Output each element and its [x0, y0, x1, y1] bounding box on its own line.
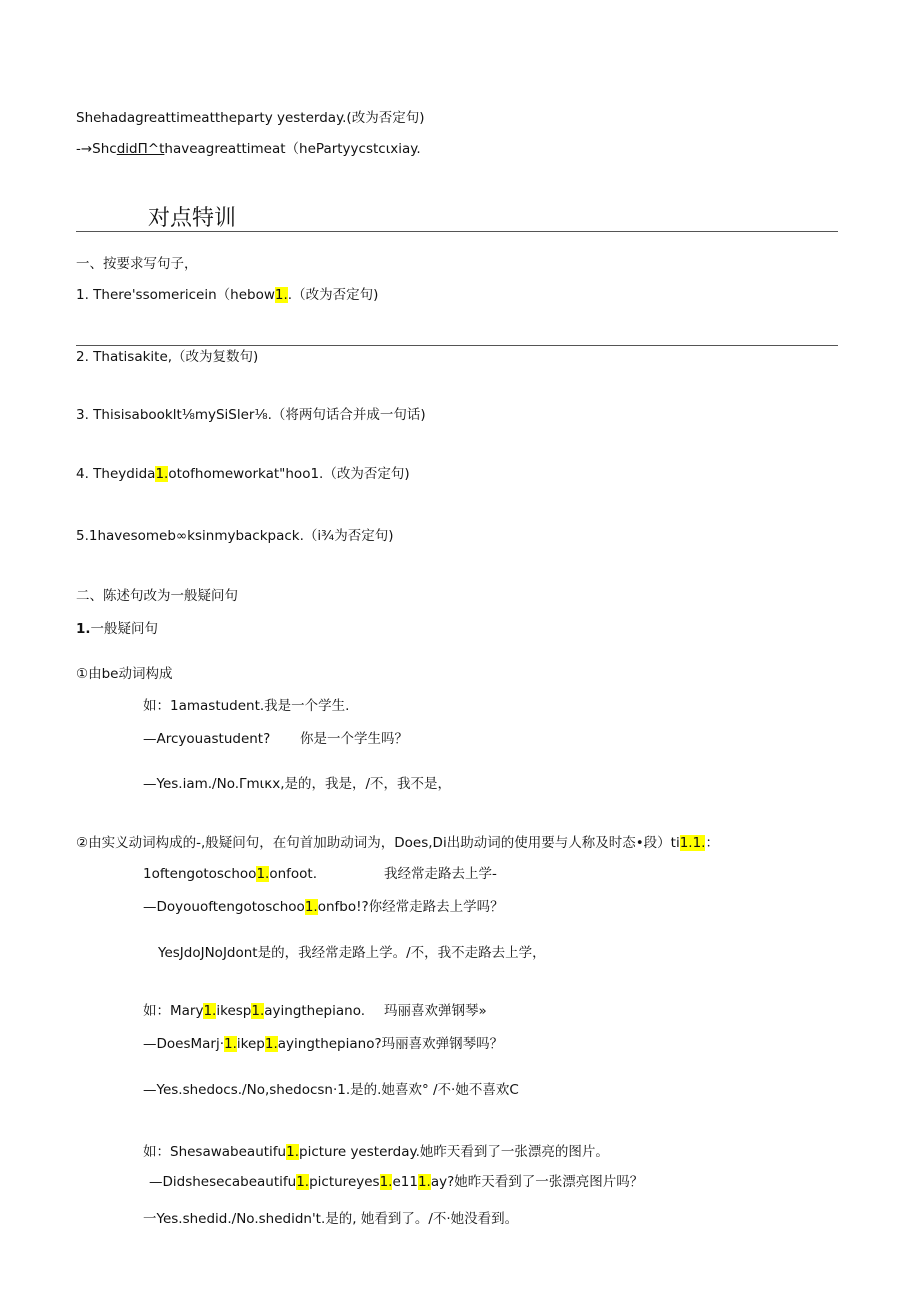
example-4b-text-mid2: e11	[392, 1174, 418, 1190]
example-3c: —Yes.shedocs./No,shedocsn·1.是的.她喜欢° /不·她不喜欢C	[143, 1082, 519, 1098]
example-3a	[143, 1003, 487, 1019]
example-4b-text-end: ay?她昨天看到了一张漂亮图片吗？	[430, 1174, 644, 1190]
intro-answer-rest: haveagreattimeat（hePartyycstcιxiay.	[164, 141, 421, 157]
example-3b-text-mid: ikep	[236, 1036, 265, 1052]
case2-title	[76, 835, 719, 851]
example-3a-chinese: 玛丽喜欢弹钢琴»	[384, 1003, 487, 1019]
example-2a-text-end: onfoot.	[269, 866, 317, 882]
example-3b-text: —DoesMarj·	[143, 1036, 225, 1052]
highlight-mark: 1.	[256, 866, 270, 882]
example-4a	[143, 1144, 609, 1160]
section-title: 对点特训	[148, 206, 237, 231]
exercise-item-3: 3. Thisisabooklt⅛mySiSler⅛.（将两句话合并成一句话)	[76, 407, 426, 423]
highlight-mark: 1.1.	[679, 835, 706, 851]
intro-answer	[76, 141, 421, 157]
case2-title-text: ②由实义动词构成的-,般疑问句，在句首加助动词为，Does,Di出助动词的使用要与人称及时态•段）ti	[76, 835, 680, 851]
intro-answer-underlined: didΠ^t	[116, 141, 165, 157]
example-2b-text-end: onfbo!?你经常走路去上学吗？	[317, 899, 504, 915]
example-1b-english: —Arcyouastudent?	[143, 731, 271, 747]
highlight-mark: 1.	[203, 1003, 217, 1019]
example-3a-text-end: ayingthepiano.	[264, 1003, 366, 1019]
answer-line	[76, 345, 838, 346]
highlight-mark: 1.	[379, 1174, 393, 1190]
example-1c: —Yes.iam./No.Γmικx,是的，我是，/不，我不是，	[143, 776, 452, 792]
intro-answer-prefix: -→Shc	[76, 141, 117, 157]
highlight-mark: 1.	[264, 1036, 278, 1052]
intro-sentence	[76, 110, 424, 126]
intro-sentence-note: (改为否定句)	[346, 110, 425, 126]
example-3a-text: 如：Mary	[143, 1003, 204, 1019]
exercise-item-4-note: otofhomeworkat"hoo1.（改为否定句)	[168, 466, 410, 482]
exercise-item-1-text: 1. There'ssomericein（hebow	[76, 287, 275, 303]
highlight-mark: 1.	[417, 1174, 431, 1190]
example-4a-text-end: picture yesterday.她昨天看到了一张漂亮的图片。	[299, 1144, 609, 1160]
highlight-mark: 1.	[304, 899, 318, 915]
example-2a	[143, 866, 497, 882]
example-2a-chinese: 我经常走路去上学-	[384, 866, 497, 882]
highlight-mark: 1.	[224, 1036, 237, 1052]
example-2c: YesJdoJNoJdont是的，我经常走路上学。/不，我不走路去上学，	[158, 945, 546, 961]
exercise-item-2: 2. Thatisakite,（改为复数句)	[76, 349, 259, 365]
exercise-item-1-note: .（改为否定句)	[287, 287, 379, 303]
highlight-mark: 1.	[274, 287, 288, 303]
exercise-item-1	[76, 287, 378, 303]
example-3b	[143, 1036, 503, 1052]
example-4b-text: —Didshesecabeautifu	[149, 1174, 297, 1190]
example-4c: 一Yes.shedid./No.shedidn't.是的, 她看到了。/不·她没看到。	[143, 1211, 519, 1227]
highlight-mark: 1.	[251, 1003, 265, 1019]
example-1b	[143, 731, 408, 747]
case1-title: ①由be动词构成	[76, 666, 173, 682]
intro-sentence-text: Shehadagreattimeattheparty yesterday.	[76, 110, 347, 126]
example-2b	[143, 899, 504, 915]
highlight-mark: 1.	[155, 466, 169, 482]
title-divider	[76, 231, 838, 232]
highlight-mark: 1.	[296, 1174, 310, 1190]
subsection-number: 1.	[76, 621, 91, 637]
part1-heading: 一、按要求写句子，	[76, 256, 198, 272]
subsection-text: 一般疑问句	[90, 621, 159, 637]
example-2a-text: 1oftengotoschoo	[143, 866, 257, 882]
exercise-item-4	[76, 466, 410, 482]
example-4a-text: 如：Shesawabeautifu	[143, 1144, 287, 1160]
highlight-mark: 1.	[286, 1144, 299, 1160]
case2-title-end: ：	[705, 835, 719, 851]
subsection-title	[76, 621, 158, 637]
example-3b-text-end: ayingthepiano?玛丽喜欢弹钢琴吗？	[277, 1036, 504, 1052]
example-1b-chinese: 你是一个学生吗？	[300, 731, 408, 747]
exercise-item-4-text: 4. Theydida	[76, 466, 156, 482]
example-4b-text-mid: pictureyes	[309, 1174, 380, 1190]
example-3a-text-mid: ikesp	[216, 1003, 252, 1019]
example-1a: 如：1amastudent.我是一个学生.	[143, 698, 350, 714]
example-4b	[149, 1174, 643, 1190]
part2-heading: 二、陈述句改为一般疑问句	[76, 588, 238, 604]
exercise-item-5: 5.1havesomeb∞ksinmybackpack.（i¾为否定句)	[76, 528, 394, 544]
example-2b-text: —Doyouoftengotoschoo	[143, 899, 305, 915]
